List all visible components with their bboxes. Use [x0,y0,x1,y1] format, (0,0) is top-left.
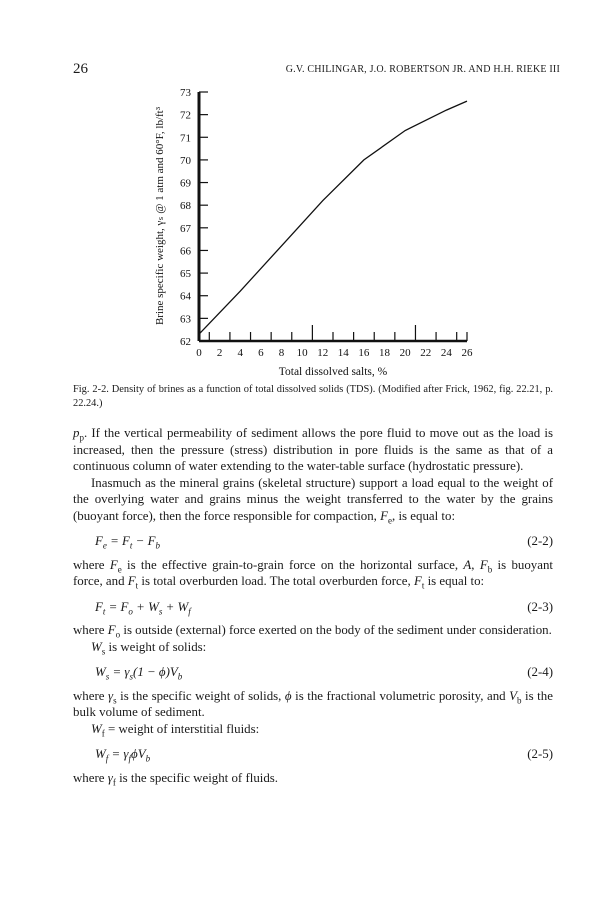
y-tick-label: 68 [180,200,191,213]
y-tick-label: 72 [180,109,191,122]
y-tick-label: 71 [180,132,191,145]
equation-2-4: $W_s = \gamma_s(1 - \phi)V_b$ (2-4) [95,665,553,682]
y-tick-label: 63 [180,313,191,326]
paragraph-4: where $F_o$ is outside (external) force exerted on the body of the sediment under consideration. [73,623,552,640]
symbol-pp: p [73,426,80,440]
y-tick-label: 70 [180,154,191,167]
x-tick-label: 2 [216,347,223,359]
x-tick-label: 12 [317,347,329,359]
paragraph-1: $p_p$. If the vertical permeability of sediment allows the pore fluid to move out as the load is increased, then the pressure (stress) distribution in pore fluids is the same as that of a continuous column of water extending to the water-table surface (hydrostatic pressure). [73,426,553,473]
y-axis-label: Brine specific weight, γₛ @ 1 atm and 60°F, lb/ft³ [154,106,166,326]
paragraph-7: $W_f$ = weight of interstitial fluids: [91,721,260,739]
y-tick-label: 64 [180,290,191,303]
equation-number: (2-2) [527,534,553,548]
page-number: 26 [73,61,88,77]
y-tick-label: 67 [180,222,191,235]
x-tick-label: 26 [461,347,473,359]
running-header: G.V. CHILINGAR, J.O. ROBERTSON JR. AND H.H. RIEKE III [285,64,560,75]
x-tick-label: 6 [258,347,264,359]
equation-number: (2-4) [527,665,553,679]
x-tick-label: 20 [399,347,411,359]
x-tick-label: 8 [278,347,285,359]
x-tick-label: 16 [358,347,370,359]
equation-2-5: $W_f = \gamma_f\phi V_b$ (2-5) [95,747,553,764]
x-axis-label: Total dissolved salts, % [278,366,388,378]
y-tick-label: 62 [180,336,191,348]
x-tick-label: 18 [379,347,391,359]
paragraph-6: where $\gamma_s$ is the specific weight of solids, ϕ is the fractional volumetric porosity, and $V_b$ is the bulk volume of sediment. [73,688,553,719]
paragraph-5: $W_s$ is weight of solids: [91,639,207,657]
x-tick-label: 0 [196,347,202,359]
equation-number: (2-5) [527,747,553,761]
y-tick-label: 66 [180,245,191,258]
x-tick-label: 4 [237,347,243,359]
brine-density-line [199,101,467,334]
paragraph-3: where $F_e$ is the effective grain-to-grain force on the horizontal surface, A, $F_b$ is buoyant force, and $F_t$ is total overburden load. The total overburden force, $F_t$ is equal to: [73,557,553,591]
x-tick-label: 14 [337,347,349,359]
y-tick-label: 65 [180,268,191,281]
body-text [73,425,553,786]
x-tick-label: 10 [296,347,308,359]
paragraph-2: Inasmuch as the mineral grains (skeletal structure) support a load equal to the weight of the overlying water and grains minus the weight transferred to the water by the grains (buoyant force), then the force responsible for compaction, $F_e$, is equal to: [73,475,553,526]
y-tick-label: 69 [180,177,191,190]
paragraph-8: where $\gamma_f$ is the specific weight of fluids. [73,770,279,788]
brine-density-chart [0,0,615,380]
equation-2-2: $F_e = F_t - F_b$ (2-2) [95,534,553,551]
figure-caption: Fig. 2-2. Density of brines as a function of total dissolved solids (TDS). (Modified after Frick, 1962, fig. 22.21, p. 22.24.) [73,384,553,409]
equation-number: (2-3) [527,599,553,614]
x-tick-label: 24 [440,347,452,359]
equation-2-3: $F_t = F_o + W_s + W_f$ (2-3) [95,599,553,617]
y-tick-label: 73 [180,87,191,99]
x-tick-label: 22 [420,347,432,359]
